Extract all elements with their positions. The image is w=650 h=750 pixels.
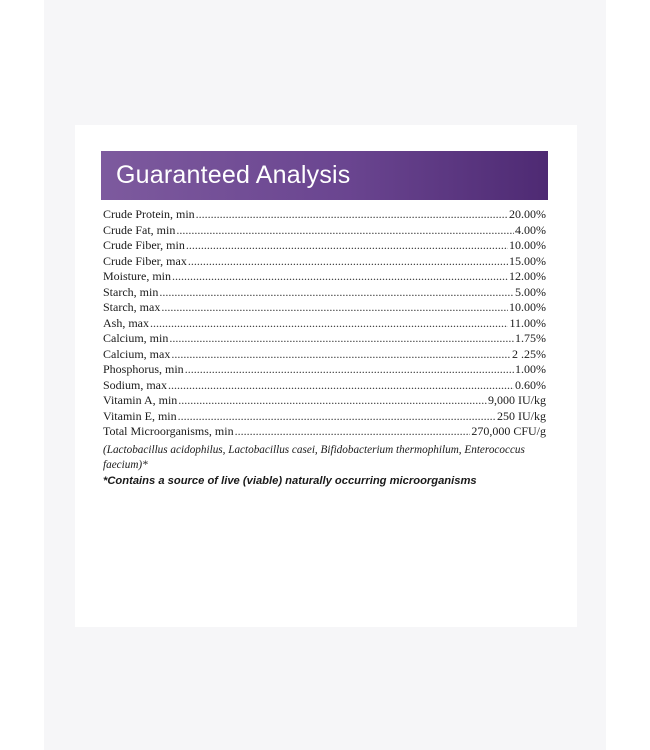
row-value: 10.00% — [509, 238, 546, 252]
footnote: *Contains a source of live (viable) naturally occurring microorganisms — [103, 475, 477, 487]
leader-dots — [150, 316, 508, 332]
analysis-row — [103, 393, 546, 409]
row-value: 1.75% — [515, 331, 546, 345]
row-label: Calcium, max — [103, 346, 171, 361]
row-value: 20.00% — [509, 207, 546, 221]
row-label: Vitamin A, min — [103, 393, 178, 407]
row-label: Calcium, min — [103, 331, 169, 345]
row-label: Crude Fat, min — [103, 222, 176, 237]
analysis-row — [103, 409, 546, 425]
leader-dots — [172, 269, 508, 285]
leader-dots — [196, 207, 508, 223]
leader-dots — [168, 378, 514, 394]
analysis-row — [103, 331, 546, 347]
analysis-row — [103, 207, 546, 223]
analysis-row — [103, 238, 546, 254]
leader-dots — [235, 424, 471, 440]
row-value: 270,000 CFU/g — [471, 424, 546, 438]
leader-dots — [178, 393, 487, 409]
row-label: Sodium, max — [103, 377, 168, 392]
row-value: 0.60% — [515, 377, 546, 392]
leader-dots — [185, 362, 514, 378]
row-value: 250 IU/kg — [497, 408, 546, 423]
analysis-row — [103, 362, 546, 378]
analysis-row — [103, 300, 546, 316]
row-label: Crude Fiber, min — [103, 238, 185, 252]
leader-dots — [186, 238, 508, 254]
analysis-row — [103, 269, 546, 285]
analysis-row — [103, 254, 546, 270]
row-label: Crude Fiber, max — [103, 253, 187, 268]
analysis-row — [103, 285, 546, 301]
row-value: 10.00% — [509, 300, 546, 314]
row-value: 1.00% — [515, 362, 546, 376]
analysis-row — [103, 316, 546, 332]
analysis-row — [103, 378, 546, 394]
row-label: Ash, max — [103, 315, 149, 330]
row-label: Total Microorganisms, min — [103, 424, 234, 438]
analysis-row — [103, 347, 546, 363]
row-value: 15.00% — [509, 253, 546, 268]
row-label: Moisture, min — [103, 269, 171, 283]
row-label: Starch, max — [103, 300, 161, 314]
row-value: 2 .25% — [512, 346, 546, 361]
leader-dots — [159, 285, 514, 301]
row-value: 5.00% — [515, 284, 546, 299]
leader-dots — [169, 331, 514, 347]
analysis-row — [103, 424, 546, 440]
microorganism-species: (Lactobacillus acidophilus, Lactobacillus casei, Bifidobacterium thermophilum, Enterococcus faecium)* — [103, 444, 525, 471]
row-value: 12.00% — [509, 269, 546, 283]
row-label: Phosphorus, min — [103, 362, 184, 376]
row-label: Crude Protein, min — [103, 207, 195, 221]
page-title: Guaranteed Analysis — [116, 161, 351, 189]
leader-dots — [188, 254, 508, 270]
leader-dots — [176, 223, 514, 239]
row-label: Vitamin E, min — [103, 408, 177, 423]
leader-dots — [178, 409, 496, 425]
analysis-row — [103, 223, 546, 239]
header-band — [101, 151, 548, 200]
leader-dots — [171, 347, 511, 363]
leader-dots — [161, 300, 508, 316]
row-label: Starch, min — [103, 284, 159, 299]
analysis-table — [103, 207, 546, 440]
row-value: 11.00% — [509, 315, 546, 330]
row-value: 9,000 IU/kg — [488, 393, 546, 407]
row-value: 4.00% — [515, 222, 546, 237]
